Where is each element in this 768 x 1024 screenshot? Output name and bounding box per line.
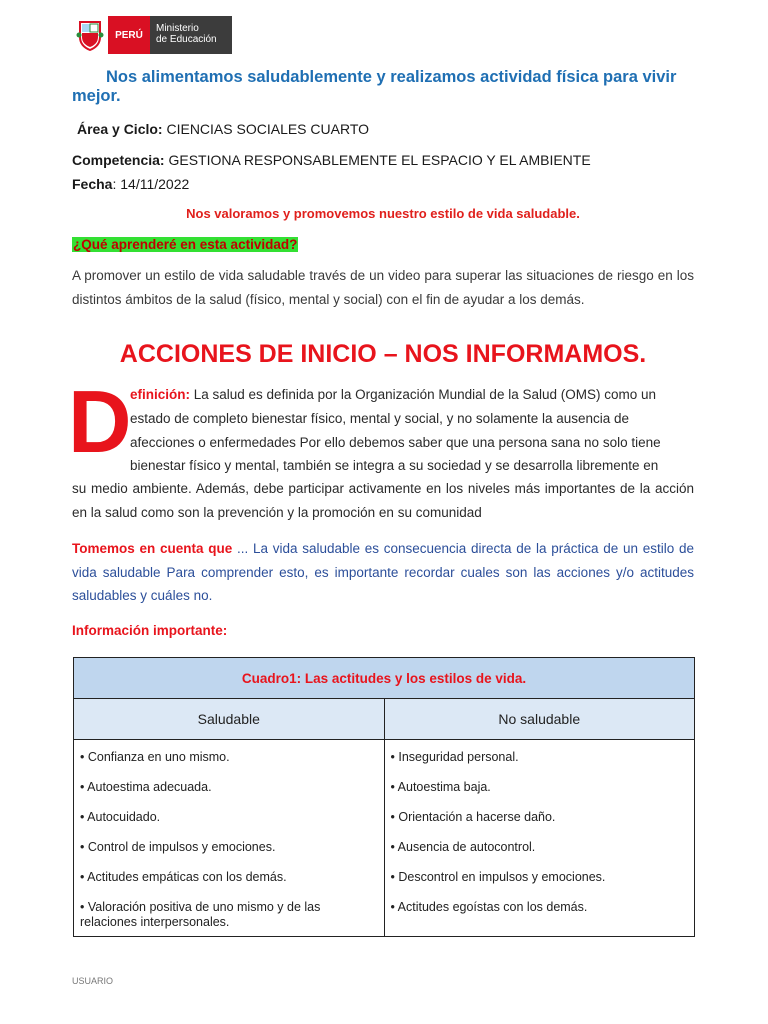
definition-dropcap: D	[68, 372, 132, 471]
definition-line-1-text: La salud es definida por la Organización Mundial de la Salud (OMS) como un	[190, 387, 657, 402]
list-item: • Orientación a hacerse daño.	[390, 810, 556, 824]
unhealthy-list	[384, 740, 694, 937]
list-item: • Autoestima adecuada.	[80, 780, 212, 794]
column-header-healthy: Saludable	[74, 699, 385, 740]
list-item: • Autocuidado.	[80, 810, 161, 824]
list-item: • Autoestima baja.	[390, 780, 491, 794]
definition-line-4: bienestar físico y mental, también se integra a su sociedad y se desarrolla libremente en	[130, 458, 659, 473]
table-row	[74, 740, 695, 937]
info-label: Información importante:	[72, 623, 228, 638]
note-label: Tomemos en cuenta que	[72, 541, 233, 556]
definition-rest: su medio ambiente. Además, debe participar activamente en los niveles más importantes de la acción en la salud como son la prevención y la promoción en su comunidad	[72, 481, 694, 520]
logo-ministry-line1: Ministerio	[156, 23, 199, 34]
learning-question: ¿Qué aprenderé en esta actividad?	[73, 237, 298, 252]
definition-line-3: afecciones o enfermedades Por ello debemos saber que una persona sana no solo tiene	[130, 435, 661, 450]
note-paragraph	[72, 537, 694, 608]
coat-of-arms-icon	[72, 16, 108, 54]
meta-area	[77, 121, 369, 137]
table-caption-row	[74, 658, 695, 699]
meta-competencia-value: GESTIONA RESPONSABLEMENTE EL ESPACIO Y EL AMBIENTE	[164, 152, 591, 168]
table-header-row	[74, 699, 695, 740]
list-item: • Actitudes empáticas con los demás.	[80, 870, 287, 884]
list-item: • Inseguridad personal.	[390, 750, 519, 764]
document-title: Nos alimentamos saludablemente y realizamos actividad física para vivir mejor.	[72, 68, 677, 105]
activity-subtitle: Nos valoramos y promovemos nuestro estilo de vida saludable.	[186, 206, 580, 221]
note-text: ... La vida saludable es consecuencia directa de la práctica de un estilo de vida saludable Para comprender esto, es importante recordar cuales son las acciones y/o actitudes saludables y cuáles no.	[72, 541, 695, 603]
page-footer: USUARIO	[72, 976, 114, 986]
section-heading: ACCIONES DE INICIO – NOS INFORMAMOS.	[119, 340, 647, 368]
definition-line-1	[130, 383, 694, 407]
meta-competencia	[72, 152, 591, 168]
list-item: • Control de impulsos y emociones.	[80, 840, 276, 854]
meta-area-value: CIENCIAS SOCIALES CUARTO	[162, 121, 370, 137]
logo-ministry-line2: de Educación	[156, 34, 217, 45]
list-item: • Confianza en uno mismo.	[80, 750, 230, 764]
learning-answer: A promover un estilo de vida saludable través de un video para superar las situaciones de riesgo en los distintos ámbitos de la salud (físico, mental y social) con el fin de ayudar a los demás.	[72, 268, 694, 307]
list-item: • Valoración positiva de uno mismo y de las relaciones interpersonales.	[80, 900, 321, 929]
meta-fecha	[72, 176, 189, 192]
list-item: • Descontrol en impulsos y emociones.	[390, 870, 606, 884]
list-item: • Ausencia de autocontrol.	[390, 840, 536, 854]
list-item: • Actitudes egoístas con los demás.	[390, 900, 588, 914]
meta-competencia-label: Competencia:	[72, 152, 165, 168]
logo-country: PERÚ	[108, 16, 150, 54]
definition-line-2: estado de completo bienestar físico, mental y social, y no solamente la ausencia de	[130, 411, 630, 426]
healthy-list	[74, 740, 385, 937]
meta-area-label: Área y Ciclo:	[77, 121, 163, 137]
meta-fecha-value: : 14/11/2022	[112, 176, 190, 192]
definition-label: efinición:	[130, 387, 190, 402]
lifestyle-table	[73, 657, 695, 937]
logo-ministry	[150, 16, 232, 54]
table-caption: Cuadro1: Las actitudes y los estilos de vida.	[74, 658, 695, 699]
meta-fecha-label: Fecha	[72, 176, 113, 192]
column-header-unhealthy: No saludable	[384, 699, 694, 740]
ministry-logo	[72, 16, 232, 54]
